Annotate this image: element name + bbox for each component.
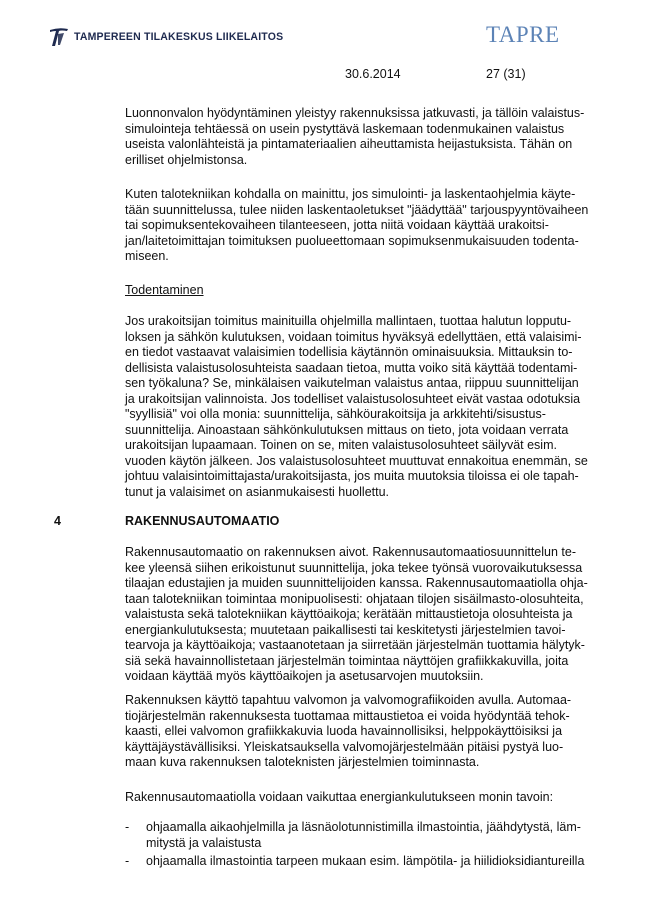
org-name: TAMPEREEN TILAKESKUS LIIKELAITOS [74,31,284,43]
brand-logo: TAPRE [486,22,560,47]
paragraph: Rakennusautomaatiolla voidaan vaikuttaa energiankulutukseen monin tavoin: [125,790,554,804]
list-item-text: ohjaamalla ilmastointia tarpeen mukaan esim. lämpötila- ja hiilidioksidiantureilla [146,854,585,868]
paragraph: Kuten talotekniikan kohdalla on mainittu, jos simulointi- ja laskentaohjelmia käyte- tään suunnittelussa, tulee niiden laskentaoletukset "jäädyttää" tarjouspyyntövaiheen tai sopimuksentekovaiheen tilanteeseen, jotta niitä voidaan käyttää urakoitsi- jan/laitetoimittajan toimituksen puolueettomaan sopimuksenmukaisuuden todenta- miseen. [125,187,589,263]
paragraph: Rakennusautomaatio on rakennuksen aivot. Rakennusautomaatiosuunnittelun te- kee yleensä siihen erikoistunut suunnittelija, joka tekee työnsä vuorovaikutuksessa tilaajan edustajien ja muiden suunnittelijoiden kanssa. Rakennusautomaatiolla ohja- taan talotekniikan toimintaa monipuolisesti: ohjataan tilojen sisäilmasto-olosuhteita, valaistusta sekä talotekniikan käyttöaikoja; kerätään mittaustietoja olosuhteista ja energiankulutuksesta; muutetaan paikallisesti tai keskitetysti järjestelmien tavoi- tearvoja ja käyttöaikoja; vastaanotetaan ja siirretään järjestelmän tuottamia hälytyk- siä sekä havainnollistetaan järjestelmän toimintaa näyttöjen grafiikkakuvilla, joita voidaan käyttää myös käyttöaikojen ja asetusarvojen muutoksiin. [125,545,588,683]
subheading: Todentaminen [125,283,204,297]
paragraph: Rakennuksen käyttö tapahtuu valvomon ja valvomografiikoiden avulla. Automaa- tiojärjestelmän rakennuksesta tuottamaa mittaustietoa ei voida hyödyntää tehok- kaasti, ellei valvomon grafiikkakuvia luoda havainnollisiksi, helppokäyttöisiksi ja käyttäjäystävällisiksi. Yleiskatsauksella valvomojärjestelmään pitäisi pystyä luo- maan kuva rakennuksen taloteknisten järjestelmien toiminnasta. [125,693,572,769]
list-item-text: ohjaamalla aikaohjelmilla ja läsnäolotunnistimilla ilmastointia, jäähdytystä, läm- mitystä ja valaistusta [146,820,581,850]
org-logo [48,26,299,48]
document-date: 30.6.2014 [345,67,401,81]
paragraph: Jos urakoitsijan toimitus mainituilla ohjelmilla mallintaen, tuottaa halutun lopputu- loksen ja sähkön kulutuksen, voidaan toimitus hyväksyä edellyttäen, että valaisimi- en tiedot vastaavat valaisimien todellisia käytännön ominaisuuksia. Mittauksin to- dellisista valaistusolosuhteista saadaan tietoa, mutta voiko sitä käyttää todentami- sen työkaluna? Se, minkälaisen vaikutelman valaistus antaa, riippuu suunnittelijan ja urakoitsijan valinnoista. Jos todelliset valaistusolosuhteet eivät vastaa odotuksia "syyllisiä" voi olla monia: suunnittelija, sähköurakoitsija ja arkkitehti/sisustus- suunnittelija. Ainoastaan sähkönkulutuksen mittaus on tieto, jota voidaan verrata urakoitsijan lupaamaan. Toinen on se, miten valaistusolosuhteet säilyvät esim. vuoden käytön jälkeen. Jos valaistusolosuhteet muuttuvat ennakoitua enemmän, se johtuu valaisintoimittajasta/urakoitsijasta, jos muita muutoksia tiloissa ei ole tapah- tunut ja valaisimet on asianmukaisesti huollettu. [125,314,588,499]
section-number: 4 [54,514,61,528]
bullet-dash: - [125,854,130,868]
page-number: 27 (31) [486,67,526,81]
tampere-logo-icon [48,26,70,48]
bullet-dash: - [125,820,130,834]
paragraph: Luonnonvalon hyödyntäminen yleistyy rakennuksissa jatkuvasti, ja tällöin valaistus- simulointeja tehtäessä on usein pystyttävä laskemaan todenmukainen valaistus useista valonlähteistä ja pintamateriaalien aiheuttamista heijastuksista. Tähän on erilliset ohjelmistonsa. [125,106,585,167]
section-title: RAKENNUSAUTOMAATIO [125,514,280,528]
